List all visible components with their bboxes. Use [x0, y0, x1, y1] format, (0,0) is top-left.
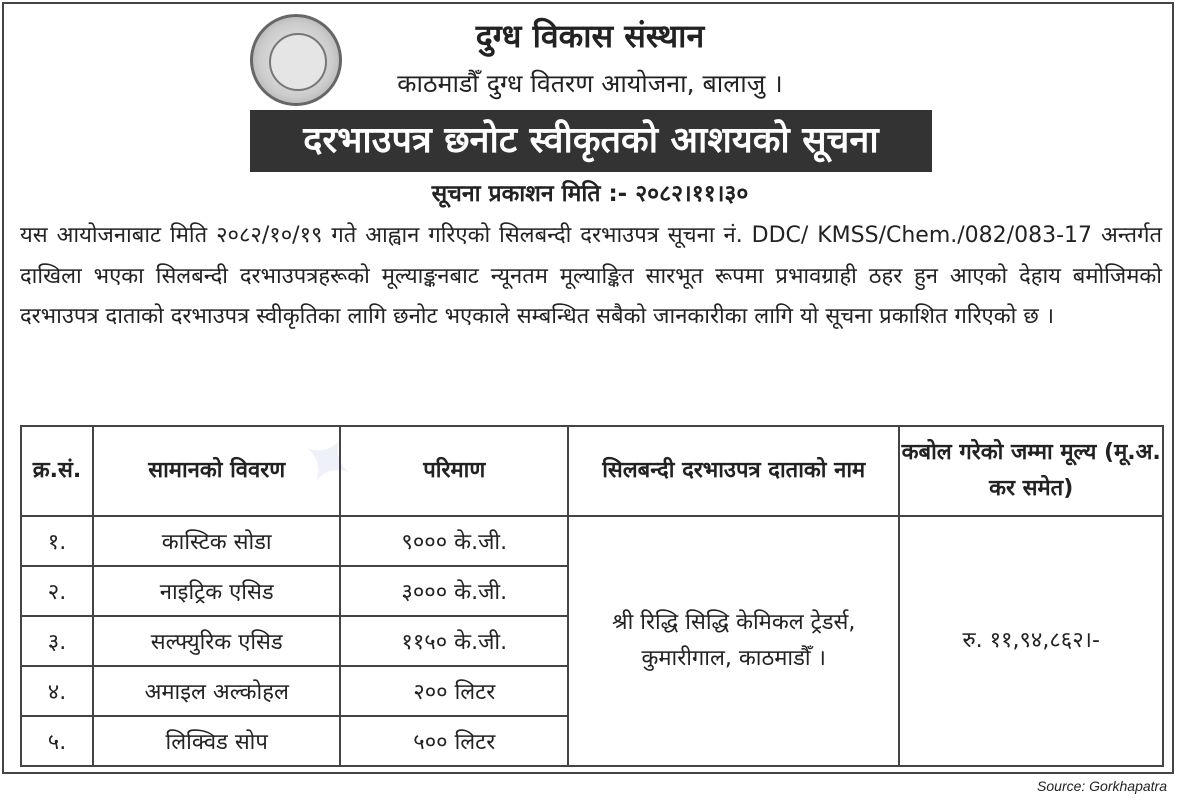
watermark: ✦: [279, 415, 380, 507]
source-credit: Source: Gorkhapatra: [1037, 778, 1167, 794]
cell-item: कास्टिक सोडा: [93, 516, 341, 566]
header-item: सामानको विवरण: [93, 426, 341, 516]
items-table: [20, 425, 1164, 767]
organization-logo: [250, 14, 342, 106]
cell-sn: ४.: [21, 666, 93, 716]
notice-title: दरभाउपत्र छनोट स्वीकृतको आशयको सूचना: [250, 110, 932, 172]
cell-item: अमाइल अल्कोहल: [93, 666, 341, 716]
notice-body: यस आयोजनाबाट मिति २०८२/१०/१९ गते आह्वान गरिएको सिलबन्दी दरभाउपत्र सूचना नं. DDC/ KMSS/Chem./082/083-17 अन्तर्गत दाखिला भएका सिलबन्दी दरभाउपत्रहरूको मूल्याङ्कनबाट न्यूनतम मूल्याङ्कित सारभूत रूपमा प्रभावग्राही ठहर हुन आएको देहाय बमोजिमको दरभाउपत्र दाताको दरभाउपत्र स्वीकृतिका लागि छनोट भएकाले सम्बन्धित सबैको जानकारीका लागि यो सूचना प्रकाशित गरिएको छ ।: [20, 223, 1162, 329]
organization-name: दुग्ध विकास संस्थान: [475, 17, 705, 55]
cell-qty: २०० लिटर: [340, 666, 568, 716]
table-row: [21, 516, 1163, 566]
cell-sn: ५.: [21, 716, 93, 766]
cell-qty: ५०० लिटर: [340, 716, 568, 766]
cell-amount: रु. ११,९४,८६२।-: [899, 516, 1163, 766]
header-qty: परिमाण: [340, 426, 568, 516]
cell-qty: ३००० के.जी.: [340, 566, 568, 616]
header-amount: कबोल गरेको जम्मा मूल्य (मू.अ. कर समेत): [899, 426, 1163, 516]
cell-sn: २.: [21, 566, 93, 616]
cell-item: नाइट्रिक एसिड: [93, 566, 341, 616]
sub-office: काठमाडौँ दुग्ध वितरण आयोजना, बालाजु ।: [397, 69, 783, 98]
cell-qty: ११५० के.जी.: [340, 616, 568, 666]
cell-item: सल्फ्युरिक एसिड: [93, 616, 341, 666]
cell-item: लिक्विड सोप: [93, 716, 341, 766]
cell-qty: ९००० के.जी.: [340, 516, 568, 566]
cell-sn: ३.: [21, 616, 93, 666]
cell-sn: १.: [21, 516, 93, 566]
cell-vendor: श्री रिद्धि सिद्धि केमिकल ट्रेडर्स, कुमारीगाल, काठमाडौँ ।: [568, 516, 899, 766]
header-sn: क्र.सं.: [21, 426, 93, 516]
table-header-row: [21, 426, 1163, 516]
publication-date: सूचना प्रकाशन मिति :- २०८२।११।३०: [431, 181, 749, 207]
header-vendor: सिलबन्दी दरभाउपत्र दाताको नाम: [568, 426, 899, 516]
